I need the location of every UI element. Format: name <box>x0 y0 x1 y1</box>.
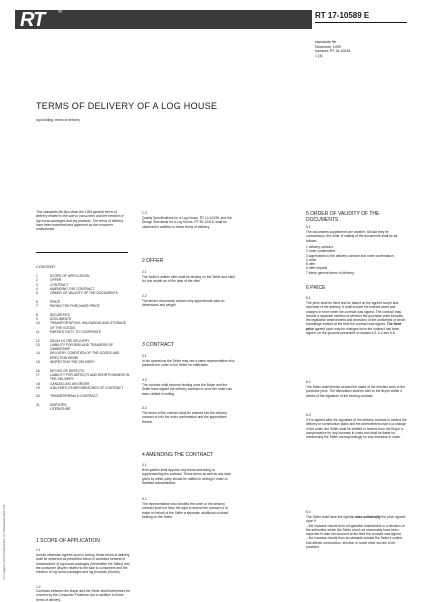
toc-item: AMENDING THE CONTRACT <box>50 286 95 291</box>
toc-number: 20 <box>36 394 40 399</box>
clause-number: 6.3 <box>306 413 311 417</box>
toc-number: 12 <box>36 338 40 343</box>
clause-5-1: The documents supplement one another. Should they be contradictory, the order of validity of the documents shall be as follows: <box>306 230 398 243</box>
section-5-heading: 5 ORDER OF VALIDITY OF THE DOCUMENTS <box>306 211 380 223</box>
toc-item: ORDER OF VALIDITY OF THE DOCUMENTS <box>50 291 118 296</box>
toc-number: 21 <box>36 403 40 407</box>
content-heading: CONTENT <box>36 264 56 269</box>
toc-number: 10 <box>36 321 40 326</box>
intro-paragraph: This standards file lays down the 1994 general terms of delivery related to the sale to consumers and the erection of log house packages and log products. The terms of delivery have been examined and approved by the consumer ombudsman. <box>36 210 124 232</box>
toc-item: PAYING THE PURCHASE PRICE <box>50 304 100 309</box>
clause-3-1: In his operations the Seller may use a sales representative who presents the order to the Seller for ratification. <box>142 359 235 368</box>
list-item: 1 delivery contract <box>306 245 333 249</box>
toc-item: CANCELLING AN ORDER <box>50 381 90 386</box>
toc-item: DELIVERY CONDITION OF THE GOODS AND ERECTION WORK <box>50 351 120 360</box>
clause-6-3: If it is agreed after the signature of the delivery contract to amend the delivery or construction plans and the amendments lead to a change in the costs, the Seller shall be entitled to receive from the Buyer a compensation for any increase in costs and shall be liable for reimbursing the Seller correspondingly for any decrease in costs. <box>306 418 407 440</box>
document-meta <box>315 40 350 58</box>
publication-date: November 1995 <box>315 44 341 49</box>
standards-file-label: standards file <box>315 40 337 44</box>
clause-number: 2.2 <box>142 294 147 298</box>
clause-4-1: Both parties shall approve any terms amending or supplementing the contract. These terms as well as any data given by either party should be ratified in writing in order to facilitate substantiation. <box>142 468 231 485</box>
toc-number: 9 <box>36 317 38 321</box>
toc-number: 19 <box>36 385 40 390</box>
toc-item: TRANSPORTATION, UNLOADING AND STORAGE OF THE GOODS <box>50 321 126 330</box>
clause-6-4-text: The Seller shall have the right <box>306 515 350 519</box>
page-title: TERMS OF DELIVERY OF A LOG HOUSE <box>36 101 218 111</box>
toc-number: 2 <box>36 278 38 283</box>
toc-item: SECURITIES <box>50 312 70 317</box>
clause-1-3: Quality Specifications for a Log House, RT 14-10436, and the Design Standards for a Log House, RT 82-10415, shall be observed in addition to these terms of delivery. <box>142 216 232 229</box>
toc-number: 11 <box>36 329 40 334</box>
page-count: 1 (4) <box>315 53 323 58</box>
clause-number: 1.1 <box>36 548 41 552</box>
clause-3-2: The contract shall become binding once the Buyer and the Seller have signed the delivery contract or once the order has been ratified in writing. <box>142 383 232 396</box>
section-6-heading: 6 PRICE <box>306 285 326 291</box>
clause-3-3: The terms of the contract shall be entered into the delivery contract or into the order confirmation and the appendixes thereto. <box>142 411 228 424</box>
toc-number: 18 <box>36 381 40 386</box>
toc-item: LITERATURE <box>50 407 71 412</box>
toc-item: PRICE <box>50 299 61 304</box>
page-subtitle: log building, terms of delivery <box>36 118 80 122</box>
list-item: 4 order <box>306 257 317 262</box>
toc-item: DISPUTES <box>50 403 67 407</box>
toc-item: OFFER <box>50 278 62 283</box>
clause-number: 5.1 <box>306 225 311 229</box>
toc-item: DOCUMENTS <box>50 317 72 321</box>
fixed-price-emphasis: The fixed price <box>306 322 402 331</box>
toc-item: DELAY IN THE DELIVERY <box>50 338 90 343</box>
clause-number: 2.1 <box>142 270 147 274</box>
toc-item: PARTIES' DUTY TO COOPERATE <box>50 329 102 334</box>
registered-mark: ® <box>58 9 63 15</box>
toc-number: 4 <box>36 286 38 291</box>
list-item: 2 order confirmation <box>306 249 336 254</box>
clause-4-2: The representative who handled the order or the delivery contract shall not have the right to amend the contract or to make on behalf of the Seller a separate, additional contract binding on the Seller. <box>142 502 229 519</box>
section-2-heading: 2 OFFER <box>142 258 164 264</box>
toc-item: CONTRACT <box>50 282 69 287</box>
clause-6-1 <box>306 301 408 335</box>
document-code: RT 17-10589 E <box>315 11 370 20</box>
raise-unilaterally-emphasis: to raise unilaterally <box>350 515 381 519</box>
toc-number: 15 <box>36 360 40 364</box>
clause-number: 1.3 <box>142 211 147 215</box>
toc-item: SCOPE OF APPLICATION <box>50 274 90 278</box>
clause-number: 3.3 <box>142 406 147 410</box>
clause-6-2: The Seller shall itemize at least the share of the erection work in the purchase price. The itemization shall be sent to the Buyer within 4 weeks of the signature of the binding contract. <box>306 385 405 398</box>
rt-logo: RT <box>20 9 45 31</box>
toc-number: 3 <box>36 282 38 287</box>
toc-number: 14 <box>36 351 40 356</box>
toc-item: A BUYER'S OTHER BREACHES OF CONTRACT <box>50 385 124 390</box>
side-imprint: 14111 Ingløpen 1995/1100 Rakennustieto Oy © Rakennustietosäätiö 1995 <box>4 504 6 580</box>
clause-6-1-rest: agreed upon may be changed once the contract has been signed, on the grounds presented in clauses 6.3, 6.4 and 6.5. <box>306 326 400 336</box>
clause-number: 1.2 <box>36 585 41 589</box>
toc-number: 16 <box>36 368 40 373</box>
clause-6-1-text: The price shall be fixed and be based on the agreed scope and schedule of the delivery. It shall include the indirect taxes and charges in force when the contract was signed. The contract may include a separate mention of whether the purchase price includes the legislative amendments and decisions of the authorities of which knowledge existed at the time the contract was signed. <box>306 301 406 327</box>
toc-item: LIABILITY FOR DEFECTS AND SHORTCOMINGS IN THE DELIVERY <box>50 372 130 382</box>
toc-number: 13 <box>36 342 40 347</box>
toc-item: INSPECTING THE DELIVERY <box>50 360 95 364</box>
clause-1-2: Contracts between the Buyer and the Seller shall furthermore be covered by the Consumer Protection Act in addition to these terms of delivery. <box>36 589 131 602</box>
clause-number: 6.4 <box>306 510 311 514</box>
toc-number: 17 <box>36 372 40 377</box>
toc-number: 8 <box>36 312 38 317</box>
list-item: 5 offer <box>306 262 316 267</box>
clause-number: 6.1 <box>306 296 311 300</box>
header-rule <box>315 22 407 23</box>
toc-item: NOTICE OF DEFECTS <box>50 368 85 373</box>
clause-number: 4.1 <box>142 463 147 467</box>
clause-2-1: The Seller's written offer shall be binding on the Seller and valid for one month as of the date of the offer. <box>142 275 235 284</box>
list-item: 7 these general terms of delivery <box>306 270 354 275</box>
toc-number: 6 <box>36 299 38 304</box>
clause-number: 3.1 <box>142 354 147 358</box>
toc-item: LIABILITY FOR RISK AND TRANSFER OF OWNERSHIP <box>50 342 114 352</box>
clause-number: 6.2 <box>306 380 311 384</box>
section-1-heading: 1 SCOPE OF APPLICATION <box>36 538 100 544</box>
list-item: 6 offer request <box>306 266 328 271</box>
clause-6-4 <box>306 515 408 549</box>
replaces-note: replaces RT 16-10435 <box>315 49 351 54</box>
clause-number: 3.2 <box>142 378 147 382</box>
toc-number: 1 <box>36 274 38 278</box>
document-order-list <box>306 245 406 275</box>
clause-6-4-cont: the price agreed upon if <box>306 515 406 524</box>
toc-item: TRANSFERRING A CONTRACT <box>50 394 98 399</box>
section-3-heading: 3 CONTRACT <box>142 342 174 348</box>
clause-1-1: Unless otherwise agreed upon in writing, these terms of delivery shall be observed as presented below in contracts between a manufacturer of log house packages (hereinafter the Seller) and the consumer (Buyer) related to the sale to consumers and the erection of log house packages and log products (Goods). <box>36 553 130 575</box>
toc-number: 5 <box>36 291 38 296</box>
clause-6-4-item: – the increase results from an obstacle outside the Seller's control that affects construction, erection or some other service to be provided <box>306 536 403 550</box>
clause-2-2: The tender documents contain only approximate data on dimensions and weight. <box>142 299 225 308</box>
intro-rule <box>36 252 128 253</box>
clause-6-4-item: – the increase results from a legislative amendment or a decision of the authorities which the Seller could not reasonably have been expected to take into account at the time the contract was signed <box>306 523 405 537</box>
section-4-heading: 4 AMENDING THE CONTRACT <box>142 452 214 458</box>
clause-number: 4.2 <box>142 497 147 501</box>
list-item: 3 appendixes to the delivery contract and order confirmation <box>306 253 394 258</box>
toc-number: 7 <box>36 304 38 309</box>
